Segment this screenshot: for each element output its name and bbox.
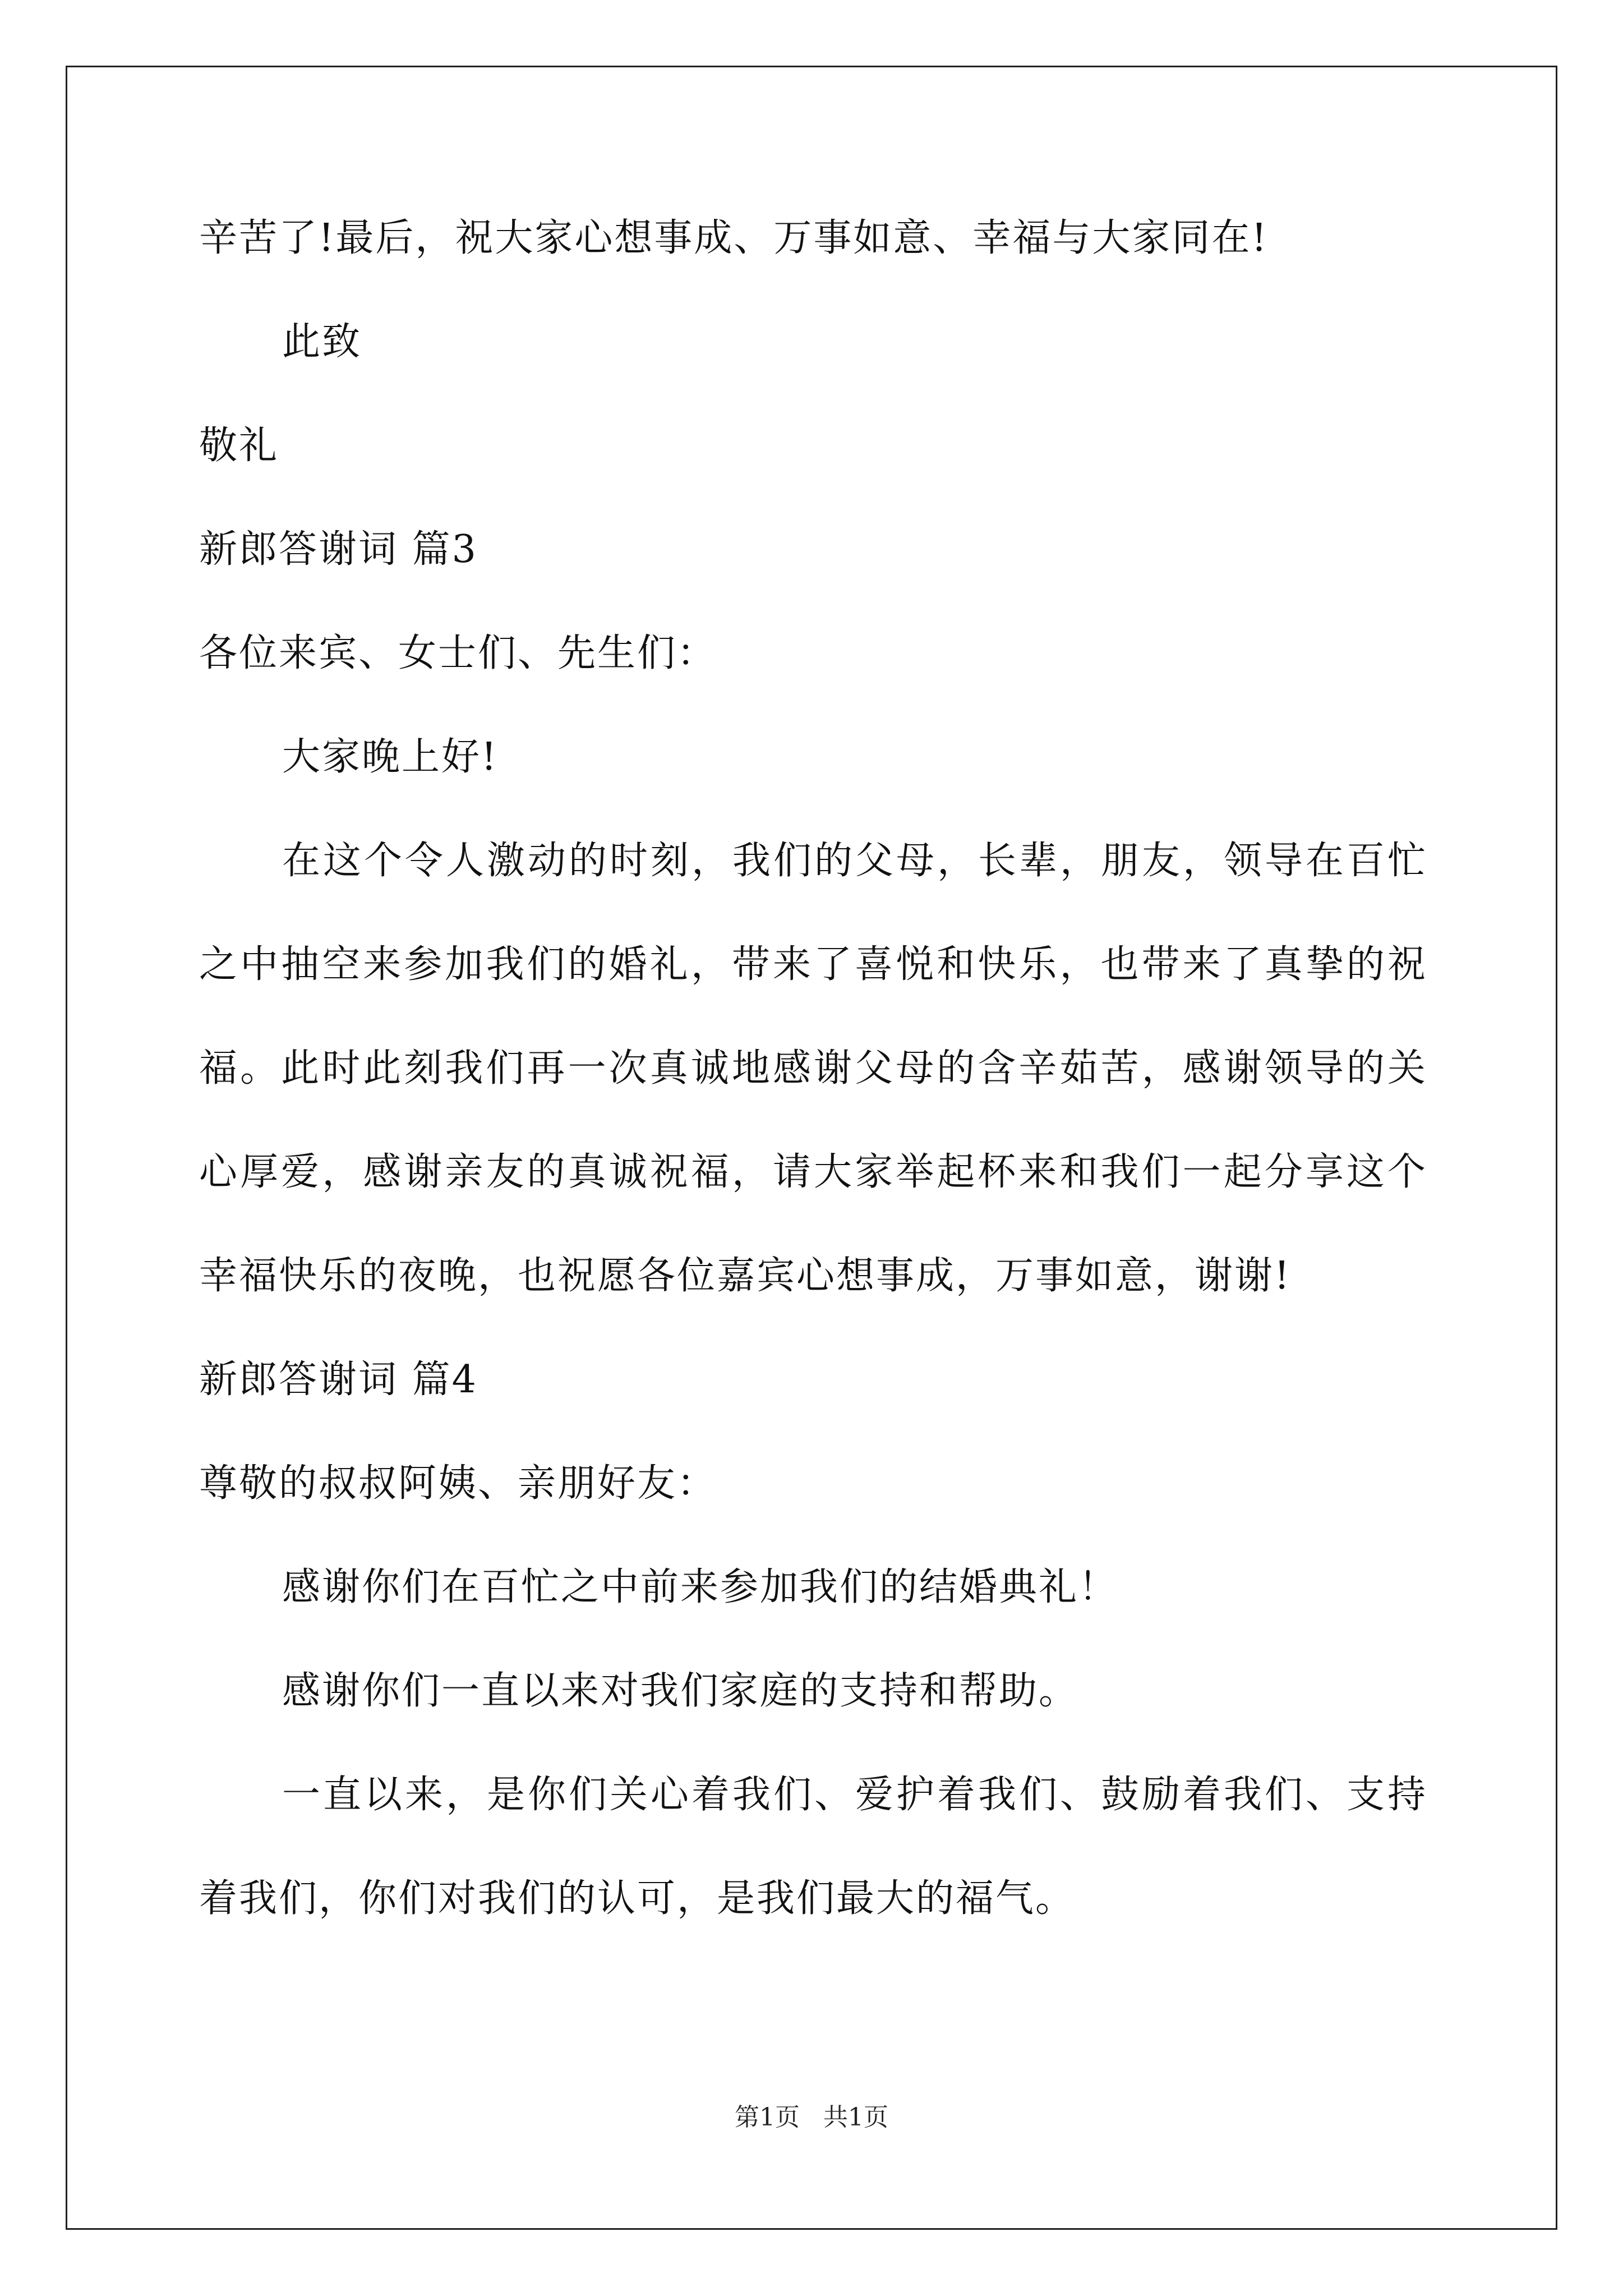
page-number: 第1页 [735,2103,800,2132]
closing-salutation: 此致 [282,320,362,364]
paragraph-line: 之中抽空来参加我们的婚礼，带来了喜悦和快乐，也带来了真挚的祝 [199,942,1427,987]
text-line: 辛苦了!最后，祝大家心想事成、万事如意、幸福与大家同在! [199,216,1269,260]
page-footer [0,2102,1623,2133]
paragraph-line: 着我们，你们对我们的认可，是我们最大的福气。 [199,1876,1076,1921]
paragraph-line: 在这个令人激动的时刻，我们的父母，长辈，朋友，领导在百忙 [282,839,1427,883]
section-heading: 新郎答谢词 篇4 [199,1358,478,1402]
greeting-line: 各位来宾、女士们、先生们： [199,631,717,675]
paragraph-line: 幸福快乐的夜晚，也祝愿各位嘉宾心想事成，万事如意，谢谢! [199,1254,1292,1298]
page-total: 共1页 [823,2103,888,2132]
text-line: 感谢你们在百忙之中前来参加我们的结婚典礼！ [282,1565,1119,1609]
text-line: 感谢你们一直以来对我们家庭的支持和帮助。 [282,1669,1079,1713]
paragraph-line: 福。此时此刻我们再一次真诚地感谢父母的含辛茹苦，感谢领导的关 [199,1046,1427,1091]
text-line: 大家晚上好! [282,735,499,779]
closing-regards: 敬礼 [199,424,279,468]
greeting-line: 尊敬的叔叔阿姨、亲朋好友： [199,1461,717,1506]
section-heading: 新郎答谢词 篇3 [199,527,478,572]
paragraph-line: 心厚爱，感谢亲友的真诚祝福，请大家举起杯来和我们一起分享这个 [199,1150,1427,1194]
paragraph-line: 一直以来，是你们关心着我们、爱护着我们、鼓励着我们、支持 [282,1773,1427,1817]
